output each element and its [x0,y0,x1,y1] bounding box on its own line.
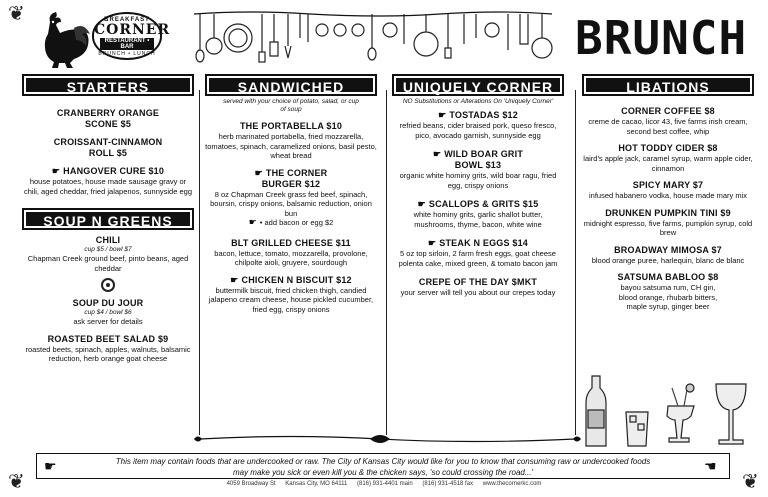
pointing-hand-icon: ☛ [427,238,437,248]
soup-greens-heading: SOUP N GREENS [22,208,194,230]
logo-bottom-text: BRUNCH • LUNCH [98,51,156,57]
menu-item-description: bayou satsuma rum, CH gin, blood orange, rhubarb bitters, maple syrup, ginger beer [618,283,718,311]
cocktail-glasses-illustration [578,366,758,450]
pointing-hand-icon: ☛ [248,217,257,227]
menu-item-name: ☛ STEAK N EGGS $14 [427,238,528,248]
menu-item-description: refried beans, cider braised pork, queso fresco, pico, avocado garnish, sunnyside egg [399,121,557,140]
website-link[interactable]: www.thecornerkc.com [482,481,542,487]
libations-heading: LIBATIONS [582,74,754,96]
menu-item [22,334,194,364]
pointing-hand-icon: ☛ [51,166,61,176]
menu-item-name: ☛ CHICKEN N BISCUIT $12 [230,274,352,285]
pointing-hand-icon: ☛ [438,110,447,120]
rooster-icon [36,10,92,68]
menu-item-name: ROASTED BEET SALAD $9 [47,333,169,344]
column-divider [575,90,576,435]
uniquely-corner-heading: UNIQUELY CORNER [392,74,564,96]
logo-name: CORNER [94,22,171,38]
menu-item [392,199,564,229]
corner-ornament-top-left: ❦ [8,3,25,25]
disclaimer-line-2: may make you sick or even kill you & the chicken says, 'so could crossing the road...' [232,468,534,477]
menu-item-name: ☛ WILD BOAR GRIT BOWL $13 [432,149,524,170]
menu-item-name: CROISSANT-CINNAMON ROLL $5 [53,137,163,158]
menu-item-name: ☛ HANGOVER CURE $10 [51,166,165,176]
menu-item-description: bacon, lettuce, tomato, mozzarella, provolone, chilpolte aioli, gruyere, sourdough [214,248,368,267]
menu-item-description: ask server for details [73,317,143,326]
column-divider [386,90,387,435]
menu-item [22,166,194,196]
menu-item-description: herb marinated portabella, fried mozzarella, tomatoes, spinach, caramelized onions, basil pesto, wheat bread [205,132,377,160]
pointing-hand-icon: ☛ [230,274,239,285]
menu-item-name: BROADWAY MIMOSA $7 [614,244,722,255]
decorative-divider [190,432,585,446]
menu-item [582,245,754,266]
address: 4059 Broadway St [226,481,276,487]
menu-item-description: creme de cacao, licor 43, five farms irish cream, second best coffee, whip [588,117,748,136]
logo-subtitle: RESTAURANT • BAR [100,38,154,50]
menu-item-name: ☛ SCALLOPS & GRITS $15 [417,199,539,209]
menu-item-description: house potatoes, house made sausage gravy or chili, aged cheddar, fried jalapenos, sunnyside egg [23,177,193,196]
menu-item-price: cup $4 / bowl $6 [84,309,132,316]
menu-item-name: SOUP DU JOUR [72,298,144,308]
menu-item [582,180,754,201]
phone: (816) 931-4401 main [356,481,413,487]
menu-item-name: HOT TODDY CIDER $8 [618,143,718,153]
menu-item-description: roasted beets, spinach, apples, walnuts, balsamic reduction, herb orange goat cheese [25,344,191,363]
menu-item-description: 8 oz Chapman Creek grass fed beef, spinach, boursin, crispy onions, balsamic reduction, onion bun [210,189,372,218]
menu-item-name: ☛ THE CORNER BURGER $12 [254,167,328,189]
starters-heading: STARTERS [22,74,194,96]
fax: (816) 931-4518 fax [422,481,474,487]
menu-item-name: CREPE OF THE DAY $MKT [418,277,538,287]
menu-item [582,208,754,238]
menu-item-description: midnight espresso, five farms, pumpkin syrup, cold brew [583,218,753,237]
contact-line [0,481,768,487]
corner-ornament-bottom-right: ❦ [742,471,759,493]
menu-item [582,143,754,173]
menu-item-description: 5 oz top sirloin, 2 farm fresh eggs, goat cheese polenta cake, mixed green, & tomato bacon jam [398,249,558,268]
logo-top-text: BREAKFAST [104,17,150,23]
menu-item [392,110,564,140]
menu-item [22,108,194,130]
menu-item [22,137,194,159]
menu-item [205,121,377,161]
sun-ornament-icon [22,276,194,297]
menu-item-name: DRUNKEN PUMPKIN TINI $9 [605,207,731,218]
city: Kansas City, MO 64111 [285,481,348,487]
menu-item-description: your server will tell you about our crepes today [400,288,556,297]
libations-column [582,74,754,312]
menu-item-name: SATSUMA BABLOO $8 [617,272,719,282]
menu-item [392,277,564,298]
starters-column [22,74,194,364]
hanging-utensils-illustration [190,8,555,70]
menu-item [582,272,754,312]
menu-item-description: laird's apple jack, caramel syrup, warm apple cider, cinnamon [583,154,753,173]
menu-item-name: SPICY MARY $7 [632,180,704,190]
menu-item [582,106,754,136]
menu-item-name: CHILI [95,235,121,245]
menu-item-description: blood orange puree, harlequin, blanc de blanc [591,255,745,265]
menu-item [392,238,564,268]
uniquely-corner-column [392,74,564,298]
pointing-hand-icon: ☛ [254,167,263,178]
menu-item-description: white hominy grits, garlic shallot butter, mushrooms, thyme, bacon, white wine [413,210,543,229]
disclaimer-line-1: This item may contain foods that are undercooked or raw. The City of Kansas City would like for you to know that consuming raw or undercooked foods [115,457,651,466]
menu-item [22,298,194,327]
column-divider [199,90,200,435]
menu-item [392,149,564,190]
menu-item-name: CRANBERRY ORANGE SCONE $5 [56,108,160,129]
page-title: BRUNCH [575,11,748,65]
section-note: served with your choice of potato, salad, or cup of soup [223,98,359,113]
menu-item-name: ☛ TOSTADAS $12 [438,110,518,120]
menu-item [205,168,377,228]
menu-item-description: organic white hominy grits, wild boar ragu, fried egg, crispy onions [399,171,557,190]
menu-item-name: THE PORTABELLA $10 [239,121,343,131]
menu-item-price: cup $5 / bowl $7 [84,246,132,253]
sandwiched-heading: SANDWICHED [205,74,377,96]
menu-item-name: CORNER COFFEE $8 [621,106,715,116]
section-note: NO Substitutions or Alterations On 'Uniquely Corner' [402,98,554,105]
pointing-hand-icon: ☚ [704,458,717,474]
menu-item [205,238,377,268]
menu-item [22,235,194,273]
corner-ornament-bottom-left: ❦ [8,471,25,493]
pointing-hand-icon: ☛ [44,458,57,474]
restaurant-logo [92,12,171,60]
menu-item-description: infused habanero vodka, house made mary mix [588,191,747,200]
menu-item [205,275,377,315]
menu-item-name: BLT GRILLED CHEESE $11 [231,237,351,248]
sandwiched-column [205,74,377,314]
menu-item-description: Chapman Creek ground beef, pinto beans, aged cheddar [27,254,189,273]
disclaimer-box [36,453,730,479]
pointing-hand-icon: ☛ [417,199,426,209]
menu-item-description: buttermilk biscuit, fried chicken thigh, candied jalapeno cream cheese, house pickled cucumber, fried egg, crispy onions [208,285,374,314]
menu-item-addon: ☛ • add bacon or egg $2 [248,217,334,227]
pointing-hand-icon: ☛ [432,149,442,159]
